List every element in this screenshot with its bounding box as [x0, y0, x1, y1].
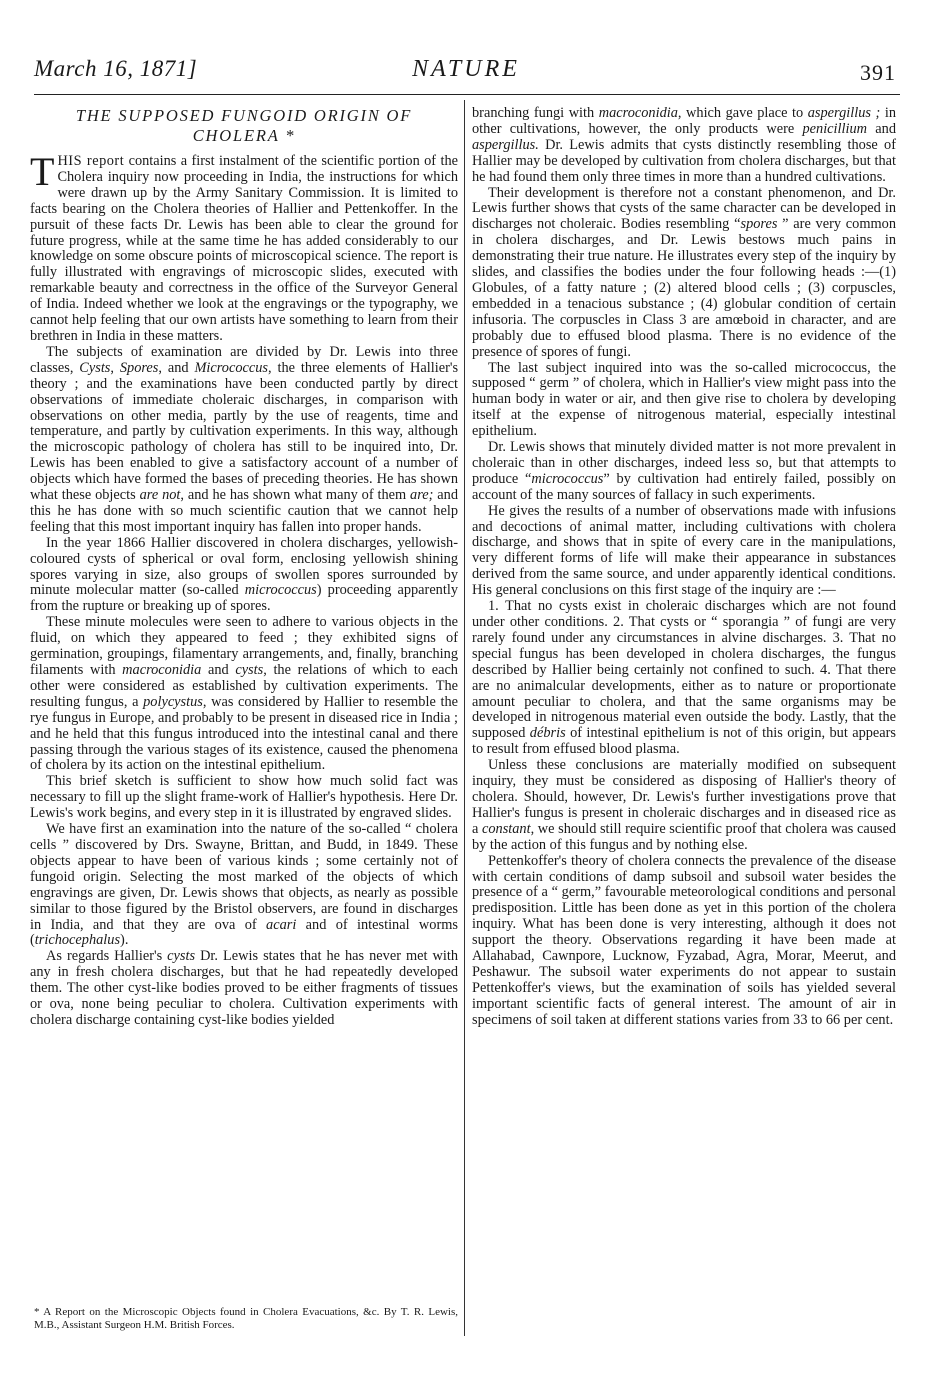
text-run: ” are very common in cholera discharges, and Dr. Lewis bestows much pains in demonstrating their true nature. He illustrates every step of the inquiry by slides, and classifies the bodies under the four following heads :—(1) Globules, of a fatty nature ; (2) altered blood cells ; (3) corpuscles, embedded in a tenacious substance ; (4) globular condition of certain infusoria. The corpuscles in Class 3 are amœboid in character, and are probably due to effused blood plasma. There is no evidence of the presence of spores of fungi.: [472, 216, 896, 360]
emphasis-constant: constant: [481, 820, 531, 837]
text-run: and of intestinal worms (: [30, 916, 458, 949]
paragraph-1-text: contains a first instalment of the scientific portion of the Cholera inquiry now proceeding in India, the instructions for which were drawn up by the Army Sanitary Commission. It is limited to facts bearing on the Cholera theories of Hallier and Pettenkoffer. In the pursuit of these facts Dr. Lewis has been able to clear the ground for future progress, while at the same time he has added considerably to our knowledge on some obscure points of microscopical science. The report is fully illustrated with engravings of microscopic slides, executed with remarkable beauty and correctness in the office of the Surveyor General of India. Indeed whether we look at the engravings or the typography, we cannot help feeling that our own artists have something to learn from their brethren in India in these matters.: [30, 153, 458, 344]
text-run: We have first an examination into the nature of the so-called “ cholera cells ” discovered by Drs. Swayne, Brittan, and Budd, in 1849. These objects appear to have been of various kinds ; some certainly not of fungoid origin. Selecting the most marked of the objects of which engravings are given, Dr. Lewis shows that objects, as nearly as possible similar to those figured by the Bristol observers, are found in discharges in India, and that they are ova of: [30, 821, 458, 933]
paragraph-r3: The last subject inquired into was the so-called micrococcus, the supposed “ germ ” of cholera, which in Hallier's view might pass into the human body in water or air, and then give rise to cholera by developing itself at the expense of nitrogenous material, especially intestinal epithelium.: [472, 359, 896, 440]
emphasis-are-not: are not: [139, 487, 181, 504]
text-run: , the relations of which to each other were considered as established by cultivation experiments. The resulting fungus, a: [30, 662, 458, 710]
term-macroconidia: macroconidia: [598, 105, 678, 121]
paragraph-5: This brief sketch is sufficient to show how much solid fact was necessary to fill up the slight frame-work of Hallier's hypothesis. Here Dr. Lewis's work begins, and every step in it is illustrated by engraved slides.: [30, 773, 458, 822]
left-column: [30, 106, 458, 1029]
header-rule: [34, 94, 900, 95]
drop-cap: T: [30, 149, 55, 194]
term-cysts: cysts: [167, 948, 196, 965]
text-run: the three elements of Hallier's theory ; and the examinations have been conducted partly by direct observations of immediate choleraic discharges, in comparison with observations on other media, partly by the use of reagents, time and temperature, and partly by cultivation experiments. In this way, although the microscopic pathology of cholera has still to be inquired into, Dr. Lewis has been enabled to give a satisfactory account of a number of objects which have formed the bases of preceding theories. He has shown what these objects: [30, 359, 459, 504]
text-run: 1. That no cysts exist in choleraic discharges which are not found under other conditions. 2. That cysts or “ sporangia ” of fungi are very rarely found under any circumstances in alvine discharges. 3. That no special fungus has been developed in cholera discharges, the fungus described by Hallier being certainly not confined to such. 4. That there are no animalcular developments, either as to nature or proportionate amount peculiar to cholera, and that the same organisms may be developed in nitrogenous material even outside the body. Lastly, that the supposed: [472, 598, 896, 742]
journal-title: NATURE: [412, 56, 520, 82]
text-run: , we should still require scientific proof that cholera was caused by the action of this fungus and by nothing else.: [472, 820, 896, 853]
paragraph-r1: [472, 106, 896, 186]
paragraph-r6: [472, 599, 896, 758]
paragraph-1: [30, 149, 458, 345]
footnote: * A Report on the Microscopic Objects found in Cholera Evacuations, &c. By T. R. Lewis, M.B., Assistant Surgeon H.M. British Forces.: [34, 1306, 458, 1331]
paragraph-r5: He gives the results of a number of observations made with infusions and decoctions of animal matter, including cultivations with cholera discharge, and shows that in spite of every care in the manipulations, very different forms of life will make their appearance in substances derived from the same source, and under apparently identical conditions. His general conclusions on this first stage of the inquiry are :—: [472, 502, 896, 599]
text-run: Dr. Lewis shows that minutely divided matter is not more prevalent in choleraic than in other discharges, indeed less so, but that attempts to produce “: [472, 439, 896, 487]
lead-words: HIS report: [57, 153, 125, 169]
paragraph-4: [30, 615, 458, 774]
paragraph-r4: [472, 440, 896, 504]
term-cysts: Cysts: [79, 359, 111, 376]
text-run: The subjects of examination are divided by Dr. Lewis into three classes,: [30, 343, 458, 376]
text-run: and he has shown what many of them: [187, 487, 407, 504]
paragraph-2: The subjects of examination are divided by Dr. Lewis into three classes, Cysts, Spores, and Micrococcus, the three elements of Hallier's theory ; and the examinations have been conducted partly by direct observations of immediate choleraic discharges, in comparison with observations on other media, partly by the use of reagents, time and temperature, and partly by cultivation experiments. In this way, although the microscopic pathology of cholera has still to be inquired into, Dr. Lewis has been enabled to give a satisfactory account of a number of objects which have formed the bases of preceding theories. He has shown what these objects are not, and he has shown what many of them are; and this he has done with so much scientific caution that we cannot help feeling that this most important inquiry has fallen into proper hands.: [30, 343, 459, 535]
paragraph-r7: [472, 758, 896, 853]
page-number: 391: [860, 60, 896, 85]
term-penicillium: penicillium: [802, 120, 868, 137]
text-run: ) proceeding apparently from the rupture or breaking up of spores.: [30, 582, 458, 615]
term-aspergillus: aspergillus ;: [807, 105, 881, 121]
text-run: Their development is therefore not a constant phenomenon, and Dr. Lewis further shows that cysts of the same character can be developed in discharges not choleraic. Bodies resembling “: [472, 184, 896, 233]
text-run: , which gave place to: [677, 105, 804, 121]
term-trichocephalus: trichocephalus: [34, 932, 121, 949]
issue-date: March 16, 1871]: [34, 56, 198, 81]
term-micrococcus: micrococcus: [244, 582, 317, 599]
text-run: Dr. Lewis admits that cysts distinctly resembling those of Hallier may be developed by cultivation from cholera discharges, but that he had found them only three times in more than a hundred cultivations.: [472, 136, 897, 185]
term-micrococcus: Micrococcus: [194, 359, 268, 376]
text-run: Unless these conclusions are materially modified on subsequent inquiry, they must be considered as disposing of Hallier's theory of cholera. Should, however, Dr. Lewis's further investigations prove that Hallier's fungus is present in choleraic discharges and in diseased rice as a: [472, 757, 896, 837]
text-run: In the year 1866 Hallier discovered in cholera discharges, yellowish-coloured cysts of spherical or oval form, enclosing yellowish shining spores varying in size, also groups of swollen spores surrounded by minute molecular matter (so-called: [30, 534, 458, 599]
paragraph-3: [30, 536, 458, 616]
text-run: of intestinal epithelium is not of this origin, but appears to result from effused blood plasma.: [472, 725, 897, 758]
text-run: and: [207, 662, 229, 678]
term-micrococcus: micrococcus: [531, 470, 604, 487]
text-run: branching fungi with: [472, 105, 595, 121]
term-debris: débris: [529, 725, 566, 742]
text-run: ” by cultivation had entirely failed, possibly on account of the many sources of fallacy in such experiments.: [472, 470, 896, 503]
paragraph-r8: Pettenkoffer's theory of cholera connects the prevalence of the disease with certain conditions of damp subsoil and subsoil water besides the presence of a “ germ,” favourable meteorological conditions and personal predisposition. Little has been done as yet in this portion of the cholera inquiry. What has been done is very interesting, although it does not support the theory. Observations regarding it have been made at Allahabad, Cawnpore, Lucknow, Fyzabad, Agra, Morar, Meerut, and Peshawur. The subsoil water experiments do not appear to sustain Pettenkoffer's views, but the examination of soils has yielded several important scientific facts of general interest. The amount of air in specimens of soil taken at different stations varies from 33 to 66 per cent.: [472, 852, 896, 1028]
paragraph-7: [30, 949, 458, 1029]
text-run: These minute molecules were seen to adhere to various objects in the fluid, on which they appeared to feed ; they exhibited signs of germination, groupings, filamentary arrangements, and, finally, branching filaments with: [30, 614, 458, 678]
term-acari: acari: [266, 916, 297, 933]
text-run: and: [875, 120, 897, 137]
text-run: ).: [120, 932, 129, 949]
text-run: and: [167, 359, 189, 376]
text-run: and this he has done with so much scientific caution that we cannot help feeling that this most important inquiry has fallen into proper hands.: [30, 487, 459, 535]
paragraph-r2: [472, 186, 896, 361]
column-divider: [464, 100, 465, 1336]
paragraph-6: [30, 822, 458, 949]
term-spores: spores: [740, 216, 778, 233]
article-title: THE SUPPOSED FUNGOID ORIGIN OF CHOLERA *: [75, 106, 413, 145]
text-run: , was considered by Hallier to resemble the rye fungus in Europe, and probably to be present in diseased rice in India ; and he held that this fungus introduced into the intestinal canal and there passing through the various stages of its existence, caused the phenomena of cholera by its action on the intestinal epithelium.: [30, 693, 458, 774]
term-spores: Spores: [119, 359, 159, 376]
text-run: As regards Hallier's: [46, 948, 163, 965]
term-polycystus: polycystus: [143, 693, 203, 710]
term-aspergillus: aspergillus.: [472, 136, 539, 153]
emphasis-are: are;: [410, 487, 434, 504]
term-macroconidia: macroconidia: [122, 662, 202, 678]
text-run: Dr. Lewis states that he has never met with any in fresh cholera discharges, but that he had repeatedly developed them. The other cyst-like bodies proved to be either fragments of tissues or ova, none being peculiar to cholera. Cultivation experiments with cholera discharge containing cyst-like bodies yielded: [30, 948, 458, 1028]
text-run: in other cultivations, however, the only products were: [472, 105, 897, 137]
term-cysts: cysts: [235, 662, 264, 678]
right-column: [472, 106, 896, 1029]
